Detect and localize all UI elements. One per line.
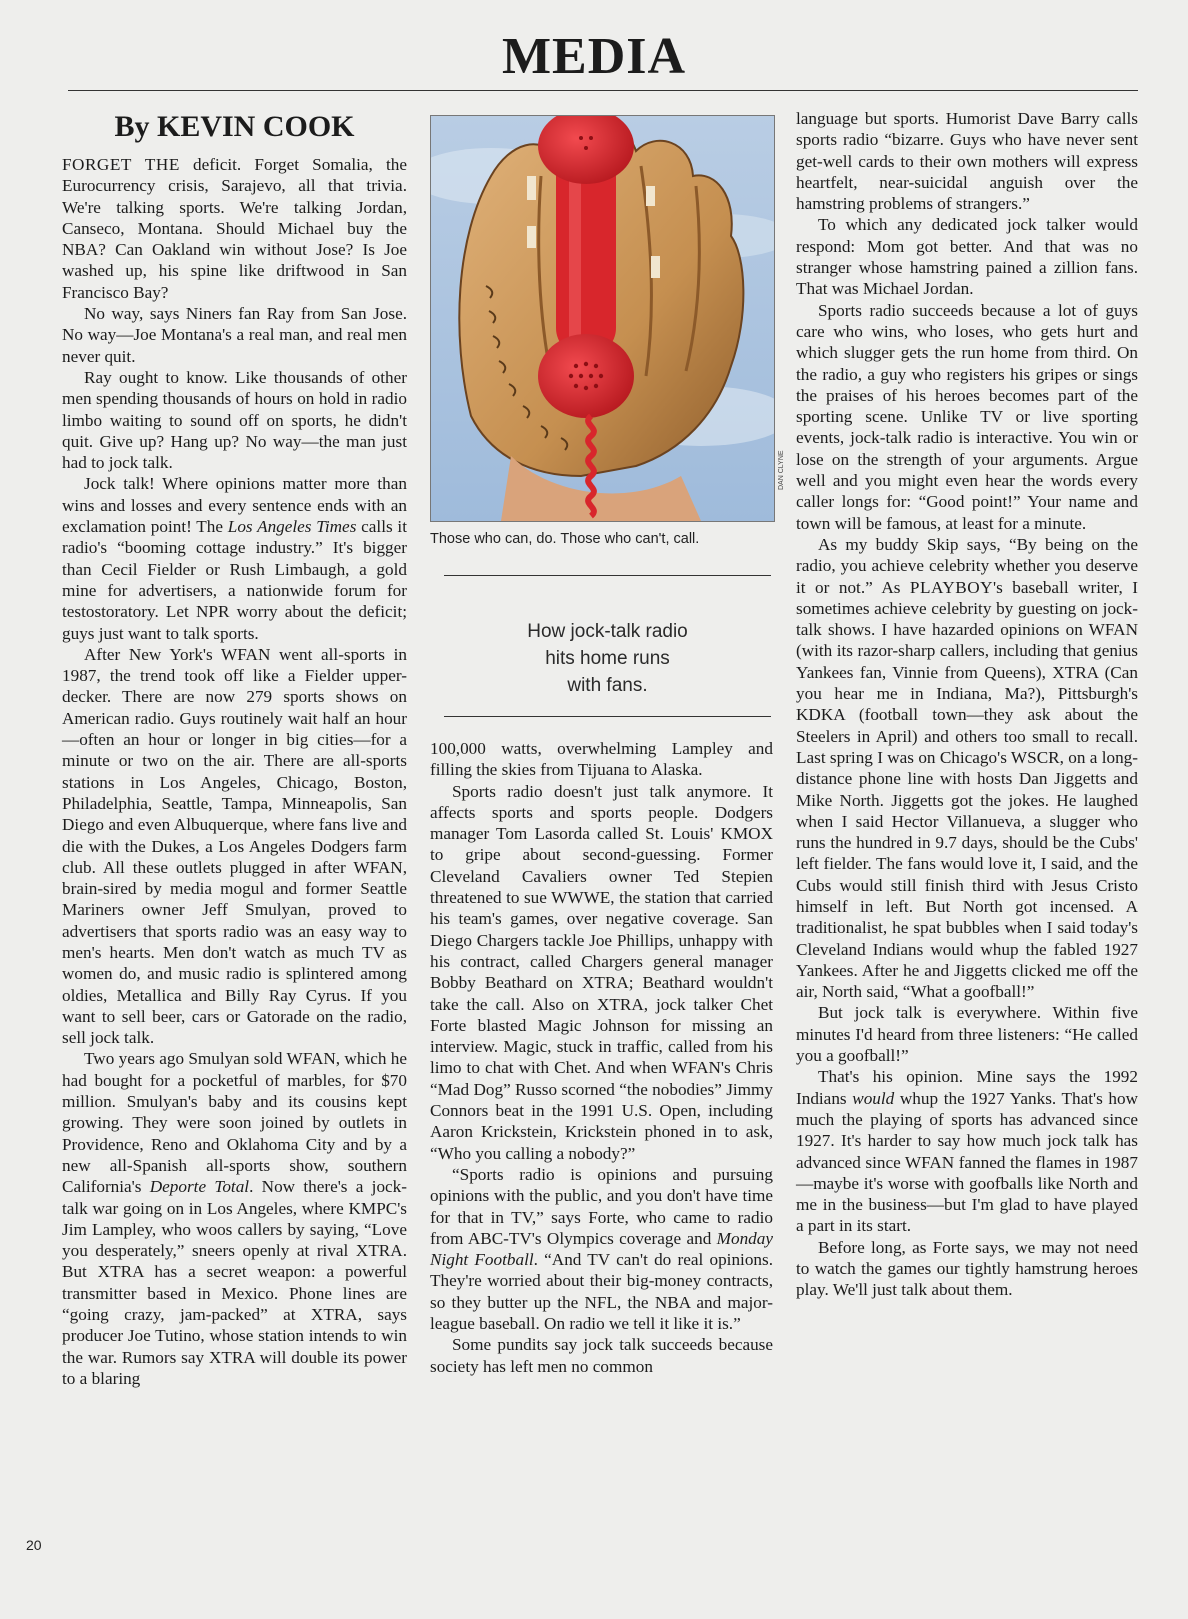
- paragraph: [430, 1164, 773, 1334]
- paragraph-text: Two years ago Smulyan sold WFAN, which he had bought for a pocketful of marbles, for $70 million. Smulyan's baby and its cousins kept growing. They were soon joined by outlets in Providence, Reno and Oklahoma City and by a new all-Spanish all-sports show, southern California's: [62, 1049, 407, 1197]
- pull-quote: [444, 618, 771, 699]
- paragraph: But jock talk is everywhere. Within five minutes I'd heard from three listeners: “He called you a goofball!”: [796, 1003, 1138, 1066]
- paragraph-text: . “And TV can't do real opinions. They're worried about their big-money contracts, so they butter up the NFL, the NBA and major-league baseball. On radio we tell it like it is.”: [430, 1250, 773, 1334]
- paragraph-text: . Now there's a jock-talk war going on in Los Angeles, where KMPC's Jim Lampley, who woos callers by saying, “Love you desperately,” sneers openly at rival XTRA. But XTRA has a secret weapon: a powerful transmitter based in Mexico. Phone lines are “going crazy, jam-packed” at XTRA, says producer Joe Tutino, whose station intends to win the war. Rumors say XTRA will double its power to a blaring: [62, 1177, 407, 1388]
- show-title: Monday Night Football: [430, 1228, 773, 1270]
- pull-quote-line: hits home runs: [545, 648, 670, 669]
- baseball-glove-with-red-telephone-icon: [431, 116, 774, 521]
- article-column-1: [62, 108, 407, 1389]
- paragraph: Some pundits say jock talk succeeds because society has left men no common: [430, 1335, 773, 1376]
- byline: By KEVIN COOK: [114, 110, 355, 143]
- paragraph: 100,000 watts, overwhelming Lampley and filling the skies from Tijuana to Alaska.: [430, 739, 773, 780]
- paragraph: [62, 473, 407, 643]
- paragraph-text: whup the 1927 Yanks. That's how much the playing of sports has advanced since 1927. It's harder to say how much jock talk has advanced since WFAN fanned the flames in 1987—maybe it's worse with goofballs like North and me in the business—but I'm glad to have played a part in its start.: [796, 1088, 1138, 1236]
- lead-in: FORGET THE: [62, 155, 180, 174]
- paragraph: Ray ought to know. Like thousands of other men spending thousands of hours on hold in radio limbo waiting to sound off on sports, he didn't quit. Give up? Hang up? No way—the man just had to jock talk.: [62, 367, 407, 473]
- illustration-glove-phone: [430, 115, 775, 522]
- paragraph-text: “Sports radio is opinions and pursuing opinions with the public, and you don't have time for that in TV,” says Forte, who came to radio from ABC-TV's Olympics coverage and: [430, 1164, 773, 1248]
- paragraph: Sports radio doesn't just talk anymore. It affects sports and sports people. Dodgers manager Tom Lasorda called St. Louis' KMOX to gripe about second-guessing. Former Cleveland Cavaliers owner Ted Stepien threatened to sue WWWE, the station that carried his team's games, over negative coverage. San Diego Chargers tackle Joe Phillips, unhappy with his contract, called Chargers general manager Bobby Beathard on XTRA; Beathard wouldn't take the call. Also on XTRA, jock talker Chet Forte blasted Magic Johnson for missing an interview. Magic, stuck in traffic, called from his limo to chat with Chet. And when WFAN's Chris “Mad Dog” Russo scorned “the nobodies” Jimmy Connors beat in the 1991 U.S. Open, including Aaron Krickstein, Krickstein phoned in to ask, “Who you calling a nobody?”: [430, 781, 773, 1163]
- paragraph: To which any dedicated jock talker would respond: Mom got better. And that was no stranger whose hamstring pained a zillion fans. That was Michael Jordan.: [796, 215, 1138, 299]
- pull-quote-line: with fans.: [567, 675, 648, 696]
- paragraph-text: As my buddy Skip says, “By being on the radio, you achieve celebrity whether you deserve it or not.” As: [796, 534, 1138, 597]
- paragraph: After New York's WFAN went all-sports in 1987, the trend took off like a Fielder upper-decker. There are now 279 sports shows on American radio. Guys routinely wait half an hour—often an hour or longer in big cities—for a minute or two on the air. There are all-sports stations in Los Angeles, Chicago, Boston, Philadelphia, Seattle, Tampa, Minneapolis, San Diego and even Albuquerque, where fans live and die with the Dukes, a Los Angeles Dodgers farm club. All these outlets plugged in after WFAN, brain-sired by media mogul and former Seattle Mariners owner Jeff Smulyan, proved to advertisers that sports radio was an easy way to men's hearts. Men don't watch as much TV as women do, and music radio is splintered among oldies, Metallica and Billy Ray Cyrus. If you want to sell beer, cars or Gatorade on the radio, sell jock talk.: [62, 644, 407, 1048]
- figure-caption: Those who can, do. Those who can't, call.: [430, 531, 700, 547]
- paragraph-text: That's his opinion. Mine says the 1992 Indians: [796, 1067, 1138, 1108]
- pull-quote-rule-top: [444, 575, 771, 576]
- show-title: Deporte Total: [149, 1177, 250, 1197]
- paragraph: Sports radio succeeds because a lot of guys care who wins, who loses, who gets hurt and which slugger gets the run home from third. On the radio, a guy who registers his gripes or sings the praises of his heroes becomes part of the sporting scene. Unlike TV or live sporting events, jock-talk radio is interactive. You win or lose on the strength of your arguments. Argue well and you might even hear the words every caller longs for: “Good point!” Your name and town will be famous, at least for a minute.: [796, 300, 1138, 533]
- paragraph: [796, 1066, 1138, 1236]
- paragraph: No way, says Niners fan Ray from San Jose. No way—Joe Montana's a real man, and real men never quit.: [62, 304, 407, 366]
- emphasis: would: [852, 1088, 895, 1108]
- pull-quote-line: How jock-talk radio: [527, 621, 688, 642]
- article-column-3: [796, 108, 1138, 1301]
- paragraph: language but sports. Humorist Dave Barry calls sports radio “bizarre. Guys who have never sent get-well cards to their own mothers will express heartfelt, near-suicidal anguish over the hamstring problems of strangers.”: [796, 109, 1138, 214]
- page-number: 20: [26, 1537, 42, 1553]
- pull-quote-rule-bottom: [444, 716, 771, 717]
- paragraph: [62, 1048, 407, 1389]
- magazine-name: PLAYBOY: [909, 577, 994, 597]
- article-column-2: [430, 738, 773, 1377]
- publication-title: Los Angeles Times: [227, 517, 357, 537]
- paragraph: Before long, as Forte says, we may not need to watch the games our tightly hamstrung heroes play. We'll just talk about them.: [796, 1237, 1138, 1300]
- paragraph-text: calls it radio's “booming cottage industry.” It's bigger than Cecil Fielder or Rush Limbaugh, a gold mine for advertisers, a nationwide forum for testostoratory. Let NPR worry about the deficit; guys just want to talk sports.: [62, 517, 407, 643]
- section-title: MEDIA: [501, 28, 687, 85]
- paragraph-text: deficit. Forget Somalia, the Eurocurrency crisis, Sarajevo, all that trivia. We're talking sports. We're talking Jordan, Canseco, Montana. Should Michael buy the NBA? Can Oakland win without Jose? Is Joe washed up, his spine like driftwood in San Francisco Bay?: [62, 155, 407, 302]
- paragraph-text: Jock talk! Where opinions matter more than wins and losses and every sentence ends with an exclamation point! The: [62, 474, 407, 537]
- paragraph: [796, 534, 1138, 1003]
- paragraph: [62, 154, 407, 303]
- header-rule: [68, 90, 1138, 91]
- paragraph-text: 's baseball writer, I sometimes achieve celebrity by guesting on jock-talk shows. I have hazarded opinions on WFAN (with its razor-sharp callers, including that genius Yankees fan, Vinnie from Queens), XTRA (Can you hear me in Indiana, Ma?), Pittsburgh's KDKA (football town—they ask about the Steelers in April) and others too small to recall. Last spring I was on Chicago's WSCR, on a long-distance phone line with hosts Dan Jiggetts and Mike North. Jiggetts got the jokes. He laughed when I said Hector Villanueva, a slugger who runs the hundred in 9.7 days, should be the Cubs' left fielder. The fans would love it, I said, and the Cubs would still finish third with Jesus Cristo himself in left. But North got incensed. A traditionalist, he spat bubbles when I said today's Cleveland Indians would whup the fabled 1927 Yankees. After he and Jiggetts clicked me off the air, North said, “What a goofball!”: [796, 577, 1138, 1002]
- photo-credit: DAN CLYNE: [778, 450, 785, 490]
